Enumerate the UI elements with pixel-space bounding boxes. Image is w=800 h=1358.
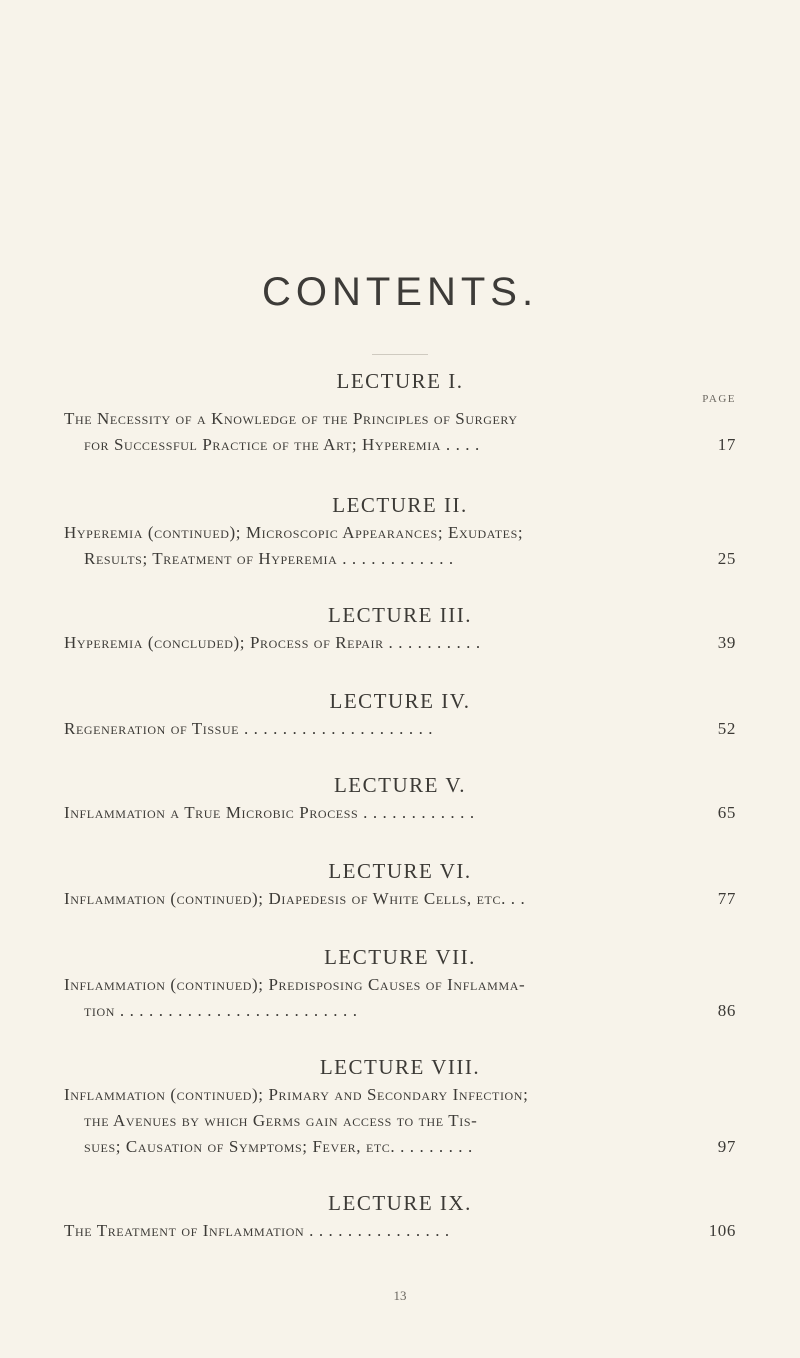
- toc-entry: [64, 716, 736, 742]
- lecture-heading: LECTURE IX.: [328, 1191, 472, 1215]
- toc-entry: [64, 886, 736, 912]
- page-number: 106: [708, 1221, 736, 1240]
- toc-entry: [64, 520, 736, 572]
- toc-entry: [64, 630, 736, 656]
- page-number: 86: [717, 1001, 736, 1020]
- title-divider: [372, 354, 428, 355]
- entry-line: The Treatment of Inflammation . . . . . . . . . . . . . . .: [64, 1221, 450, 1240]
- toc-entry: [64, 972, 736, 1024]
- toc-lecture-3: [64, 600, 736, 656]
- entry-line: tion . . . . . . . . . . . . . . . . . . . . . . . . .: [84, 1001, 358, 1020]
- page-column-label: PAGE: [702, 393, 736, 405]
- toc-lecture-4: [64, 686, 736, 742]
- page-number: 52: [717, 719, 736, 738]
- page-title: CONTENTS.: [261, 270, 539, 314]
- page-number: 77: [717, 889, 736, 908]
- table-of-contents: [64, 366, 736, 1244]
- toc-lecture-1: [64, 366, 736, 458]
- entry-line: for Successful Practice of the Art; Hyperemia . . . .: [84, 435, 480, 454]
- page-number: 97: [717, 1137, 736, 1156]
- entry-line: sues; Causation of Symptoms; Fever, etc. . . . . . . . .: [84, 1137, 473, 1156]
- page-number: 39: [717, 633, 736, 652]
- entry-line: Regeneration of Tissue . . . . . . . . . . . . . . . . . . . .: [64, 719, 434, 738]
- lecture-heading: LECTURE III.: [328, 603, 472, 627]
- toc-lecture-8: [64, 1052, 736, 1160]
- lecture-heading: LECTURE VIII.: [319, 1055, 481, 1079]
- lecture-heading: LECTURE II.: [332, 493, 468, 517]
- entry-line: the Avenues by which Germs gain access to the Tis-: [84, 1111, 478, 1130]
- entry-line: Hyperemia (concluded); Process of Repair . . . . . . . . . .: [64, 633, 481, 652]
- lecture-heading: LECTURE VI.: [328, 859, 472, 883]
- lecture-heading: LECTURE VII.: [324, 945, 476, 969]
- toc-lecture-5: [64, 770, 736, 826]
- toc-lecture-6: [64, 856, 736, 912]
- entry-line: Inflammation (continued); Primary and Secondary Infection;: [64, 1085, 529, 1104]
- entry-line: Inflammation (continued); Diapedesis of White Cells, etc. . .: [64, 889, 526, 908]
- lecture-heading: LECTURE V.: [333, 773, 467, 797]
- toc-lecture-9: [64, 1188, 736, 1244]
- entry-line: Hyperemia (continued); Microscopic Appearances; Exudates;: [64, 523, 524, 542]
- entry-line: Results; Treatment of Hyperemia . . . . . . . . . . . .: [84, 549, 454, 568]
- entry-line: Inflammation a True Microbic Process . . . . . . . . . . . .: [64, 803, 475, 822]
- folio-number: 13: [393, 1288, 407, 1303]
- toc-lecture-7: [64, 942, 736, 1024]
- page-number: 17: [717, 435, 736, 454]
- page-number: 65: [717, 803, 736, 822]
- toc-lecture-2: [64, 490, 736, 572]
- lecture-heading: LECTURE IV.: [329, 689, 471, 713]
- lecture-heading: LECTURE I.: [336, 369, 464, 393]
- toc-entry: [64, 1082, 736, 1160]
- toc-entry: [64, 800, 736, 826]
- toc-entry: [64, 406, 736, 458]
- page-number: 25: [717, 549, 736, 568]
- entry-line: The Necessity of a Knowledge of the Principles of Surgery: [64, 409, 518, 428]
- toc-entry: [64, 1218, 736, 1244]
- entry-line: Inflammation (continued); Predisposing Causes of Inflamma-: [64, 975, 526, 994]
